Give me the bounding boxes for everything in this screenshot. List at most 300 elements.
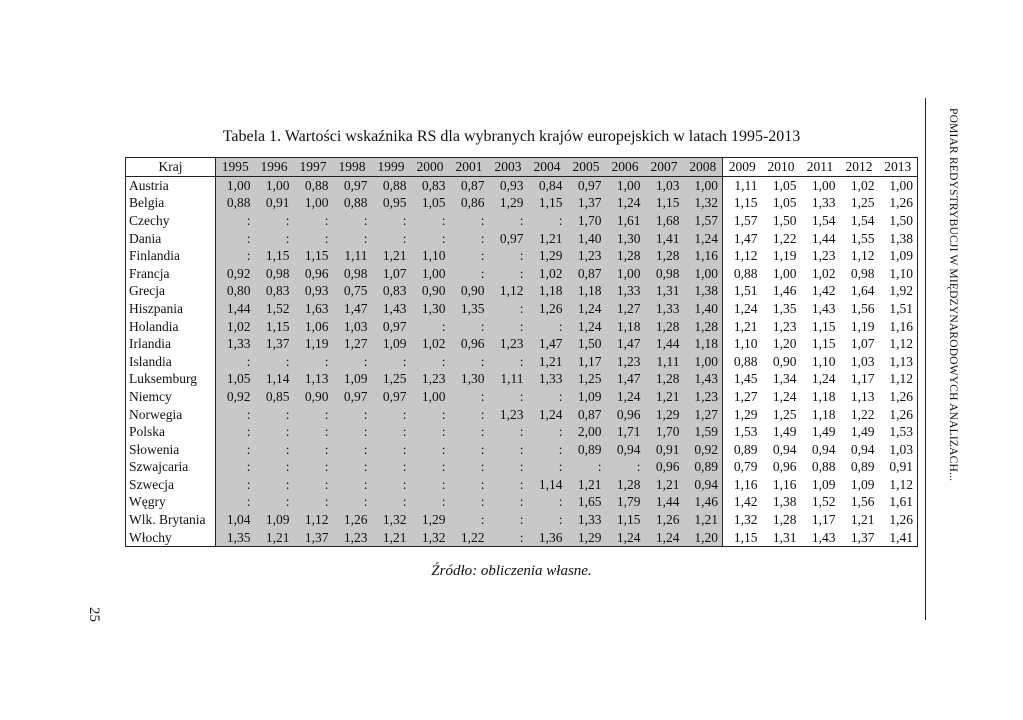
value-cell: 1,24 (567, 300, 606, 318)
value-cell: 0,91 (645, 441, 684, 459)
value-cell: : (255, 423, 294, 441)
value-cell: 1,16 (733, 476, 758, 492)
value-cell: 0,95 (372, 195, 411, 213)
value-cell: 1,35 (216, 529, 255, 547)
value-cell: 1,00 (772, 265, 797, 281)
value-cell: 1,24 (528, 406, 567, 424)
value-cell: 1,02 (811, 265, 836, 281)
value-cell: : (450, 265, 489, 283)
value-cell: : (216, 423, 255, 441)
value-cell: 1,28 (606, 247, 645, 265)
value-cell: 1,21 (255, 529, 294, 547)
value-cell: : (255, 459, 294, 477)
table-body (126, 177, 918, 547)
value-cell: 1,12 (489, 283, 528, 301)
value-cell: : (294, 494, 333, 512)
value-cell: : (411, 423, 450, 441)
value-cell: 1,31 (762, 529, 801, 547)
value-cell: 1,14 (255, 371, 294, 389)
value-cell: 0,88 (294, 177, 333, 195)
value-cell: : (450, 353, 489, 371)
value-cell: 1,51 (733, 283, 758, 299)
value-cell: 1,10 (879, 265, 918, 283)
value-cell: 1,23 (489, 406, 528, 424)
value-cell: 1,55 (850, 230, 875, 246)
value-cell: : (450, 212, 489, 230)
value-cell: 1,09 (372, 335, 411, 353)
value-cell: 1,10 (811, 353, 836, 369)
value-cell: : (411, 353, 450, 371)
value-cell: 0,96 (606, 406, 645, 424)
value-cell: 0,89 (850, 459, 875, 475)
value-cell: 1,33 (645, 300, 684, 318)
value-cell: 1,30 (411, 300, 450, 318)
value-cell: : (450, 423, 489, 441)
value-cell: 1,16 (772, 476, 797, 492)
header-year-2008: 2008 (684, 158, 723, 177)
country-cell: Islandia (126, 353, 216, 371)
value-cell: 1,10 (733, 336, 758, 352)
value-cell: 1,03 (850, 353, 875, 369)
value-cell: 0,93 (294, 283, 333, 301)
value-cell: 1,40 (567, 230, 606, 248)
value-cell: 1,43 (372, 300, 411, 318)
value-cell: 1,32 (411, 529, 450, 547)
value-cell: 1,40 (684, 300, 723, 318)
value-cell: 1,33 (606, 283, 645, 301)
value-cell: 1,33 (567, 511, 606, 529)
value-cell: 0,83 (411, 177, 450, 195)
value-cell: 1,24 (606, 388, 645, 406)
table-row (126, 247, 918, 265)
value-cell: 1,12 (733, 248, 758, 264)
value-cell: 1,05 (216, 371, 255, 389)
value-cell: : (411, 406, 450, 424)
value-cell: 0,88 (216, 195, 255, 213)
value-cell: 1,43 (684, 371, 723, 389)
value-cell: 1,54 (850, 212, 875, 228)
value-cell: 0,94 (772, 441, 797, 457)
value-cell: : (450, 476, 489, 494)
header-year-2003: 2003 (489, 158, 528, 177)
value-cell: 1,09 (811, 476, 836, 492)
value-cell: : (489, 459, 528, 477)
value-cell: : (255, 212, 294, 230)
value-cell: 1,11 (489, 371, 528, 389)
value-cell: 1,03 (879, 441, 918, 459)
value-cell: 0,97 (567, 177, 606, 195)
value-cell: 0,98 (645, 265, 684, 283)
value-cell: 1,44 (216, 300, 255, 318)
value-cell: 1,04 (216, 511, 255, 529)
value-cell: 0,96 (294, 265, 333, 283)
value-cell: : (489, 247, 528, 265)
value-cell: 0,96 (645, 459, 684, 477)
value-cell: 1,13 (879, 353, 918, 371)
value-cell: 1,35 (772, 300, 797, 316)
value-cell: 1,21 (528, 230, 567, 248)
value-cell: : (489, 423, 528, 441)
value-cell: 1,38 (684, 283, 723, 301)
value-cell: : (489, 300, 528, 318)
value-cell: : (255, 494, 294, 512)
value-cell: 1,44 (645, 335, 684, 353)
value-cell: 1,21 (372, 529, 411, 547)
value-cell: 1,47 (333, 300, 372, 318)
value-cell: 1,00 (294, 195, 333, 213)
value-cell: : (216, 230, 255, 248)
value-cell: 1,37 (294, 529, 333, 547)
value-cell: 1,21 (567, 476, 606, 494)
header-year-2013: 2013 (879, 158, 918, 177)
value-cell: 1,25 (567, 371, 606, 389)
table-row (126, 441, 918, 459)
value-cell: 1,61 (879, 494, 918, 512)
value-cell: 2,00 (567, 423, 606, 441)
value-cell: : (489, 511, 528, 529)
country-cell: Dania (126, 230, 216, 248)
value-cell: 1,26 (879, 388, 918, 406)
value-cell: : (489, 265, 528, 283)
value-cell: 1,02 (850, 177, 875, 193)
value-cell: 1,33 (216, 335, 255, 353)
value-cell: 1,59 (684, 423, 723, 441)
value-cell: 1,18 (528, 283, 567, 301)
value-cell: : (372, 441, 411, 459)
value-cell: 1,12 (850, 248, 875, 264)
value-cell: : (372, 423, 411, 441)
value-cell: 1,06 (294, 318, 333, 336)
value-cell: 1,52 (811, 494, 836, 510)
value-cell: 1,50 (772, 212, 797, 228)
value-cell: 1,09 (333, 371, 372, 389)
value-cell: : (333, 441, 372, 459)
value-cell: 1,23 (567, 247, 606, 265)
value-cell: 1,02 (528, 265, 567, 283)
value-cell: 1,28 (645, 318, 684, 336)
value-cell: 1,21 (528, 353, 567, 371)
country-cell: Norwegia (126, 406, 216, 424)
value-cell: 1,03 (333, 318, 372, 336)
value-cell: 1,12 (879, 371, 918, 389)
value-cell: 1,50 (567, 335, 606, 353)
value-cell: 1,24 (772, 388, 797, 404)
country-cell: Hiszpania (126, 300, 216, 318)
value-cell: 0,75 (333, 283, 372, 301)
country-cell: Niemcy (126, 388, 216, 406)
header-year-2004: 2004 (528, 158, 567, 177)
value-cell: : (216, 476, 255, 494)
value-cell: 1,23 (489, 335, 528, 353)
value-cell: : (372, 406, 411, 424)
value-cell: 0,89 (567, 441, 606, 459)
value-cell: 1,56 (850, 300, 875, 316)
value-cell: 0,91 (879, 459, 918, 477)
value-cell: 1,42 (811, 283, 836, 299)
value-cell: 1,38 (879, 230, 918, 248)
value-cell: : (333, 406, 372, 424)
header-year-2001: 2001 (450, 158, 489, 177)
value-cell: 1,51 (879, 300, 918, 318)
value-cell: 1,21 (733, 318, 758, 334)
value-cell: 0,83 (372, 283, 411, 301)
value-cell: : (606, 459, 645, 477)
value-cell: : (450, 247, 489, 265)
value-cell: 1,30 (606, 230, 645, 248)
value-cell: : (450, 511, 489, 529)
value-cell: 1,49 (850, 424, 875, 440)
country-cell: Grecja (126, 283, 216, 301)
value-cell: 1,46 (684, 494, 723, 512)
value-cell: 1,18 (811, 388, 836, 404)
value-cell: 1,23 (333, 529, 372, 547)
value-cell: 1,00 (811, 177, 836, 193)
value-cell: 1,23 (811, 248, 836, 264)
value-cell: 1,53 (879, 423, 918, 441)
value-cell: 1,27 (606, 300, 645, 318)
value-cell: 1,13 (294, 371, 333, 389)
value-cell: 1,44 (645, 494, 684, 512)
table-row (126, 529, 918, 547)
value-cell: 0,91 (255, 195, 294, 213)
value-cell: 1,25 (772, 406, 797, 422)
value-cell: : (372, 459, 411, 477)
value-cell: 1,33 (811, 195, 836, 211)
table-row (126, 371, 918, 389)
value-cell: : (528, 511, 567, 529)
value-cell: 1,21 (850, 512, 875, 528)
value-cell: 1,09 (255, 511, 294, 529)
value-cell: : (450, 406, 489, 424)
value-cell: 1,46 (772, 283, 797, 299)
value-cell: 0,92 (216, 388, 255, 406)
value-cell: 0,96 (772, 459, 797, 475)
value-cell: 1,15 (811, 318, 836, 334)
value-cell: : (489, 318, 528, 336)
value-cell: : (489, 388, 528, 406)
value-cell: 1,28 (645, 247, 684, 265)
value-cell: 0,88 (733, 265, 758, 281)
value-cell: : (450, 230, 489, 248)
value-cell: 1,26 (879, 511, 918, 529)
table-row (126, 265, 918, 283)
value-cell: : (372, 230, 411, 248)
table-row (126, 195, 918, 213)
table-row (126, 388, 918, 406)
value-cell: 1,28 (684, 318, 723, 336)
value-cell: : (372, 212, 411, 230)
country-cell: Finlandia (126, 247, 216, 265)
value-cell: 1,47 (606, 335, 645, 353)
value-cell: 1,27 (733, 388, 758, 404)
value-cell: : (528, 494, 567, 512)
value-cell: : (411, 318, 450, 336)
value-cell: 1,12 (294, 511, 333, 529)
value-cell: 1,34 (772, 371, 797, 387)
header-year-1997: 1997 (294, 158, 333, 177)
value-cell: 0,86 (450, 195, 489, 213)
value-cell: : (450, 494, 489, 512)
value-cell: 1,28 (606, 476, 645, 494)
value-cell: 1,33 (528, 371, 567, 389)
value-cell: : (489, 353, 528, 371)
value-cell: 1,49 (811, 424, 836, 440)
value-cell: 1,79 (606, 494, 645, 512)
side-rule (925, 98, 926, 620)
value-cell: 1,26 (879, 406, 918, 424)
country-cell: Polska (126, 423, 216, 441)
header-year-2005: 2005 (567, 158, 606, 177)
table-header-row (126, 158, 918, 177)
value-cell: 1,31 (645, 283, 684, 301)
header-year-2000: 2000 (411, 158, 450, 177)
country-cell: Belgia (126, 195, 216, 213)
value-cell: 0,97 (333, 388, 372, 406)
value-cell: 1,30 (450, 371, 489, 389)
value-cell: 1,07 (850, 336, 875, 352)
value-cell: : (333, 494, 372, 512)
value-cell: : (255, 353, 294, 371)
value-cell: 1,43 (801, 529, 840, 547)
value-cell: 0,87 (567, 265, 606, 283)
value-cell: 1,09 (850, 476, 875, 492)
value-cell: 0,88 (733, 353, 758, 369)
value-cell: 1,15 (255, 247, 294, 265)
value-cell: 0,94 (606, 441, 645, 459)
value-cell: : (489, 494, 528, 512)
value-cell: 1,17 (811, 512, 836, 528)
value-cell: : (255, 441, 294, 459)
value-cell: 1,21 (372, 247, 411, 265)
value-cell: 0,92 (216, 265, 255, 283)
value-cell: : (294, 476, 333, 494)
value-cell: 1,54 (811, 212, 836, 228)
value-cell: 1,15 (645, 195, 684, 213)
value-cell: 0,97 (372, 318, 411, 336)
value-cell: 0,97 (489, 230, 528, 248)
table-row (126, 476, 918, 494)
value-cell: : (333, 423, 372, 441)
value-cell: : (528, 423, 567, 441)
value-cell: : (450, 388, 489, 406)
country-cell: Szwajcaria (126, 459, 216, 477)
value-cell: : (255, 406, 294, 424)
value-cell: : (294, 230, 333, 248)
value-cell: 1,16 (879, 318, 918, 336)
value-cell: 1,35 (450, 300, 489, 318)
value-cell: : (372, 353, 411, 371)
value-cell: 1,70 (645, 423, 684, 441)
value-cell: : (450, 459, 489, 477)
header-year-1998: 1998 (333, 158, 372, 177)
value-cell: 1,26 (879, 195, 918, 213)
value-cell: 1,11 (734, 177, 758, 193)
value-cell: 1,53 (733, 424, 758, 440)
table-row (126, 283, 918, 301)
value-cell: : (372, 476, 411, 494)
value-cell: 1,22 (772, 230, 797, 246)
value-cell: 0,80 (216, 283, 255, 301)
value-cell: 1,19 (294, 335, 333, 353)
value-cell: 1,28 (645, 371, 684, 389)
value-cell: : (333, 230, 372, 248)
table-row (126, 511, 918, 529)
value-cell: 0,93 (489, 177, 528, 195)
value-cell: : (216, 494, 255, 512)
value-cell: 1,64 (850, 283, 875, 299)
value-cell: 1,11 (333, 247, 372, 265)
value-cell: 1,24 (606, 195, 645, 213)
value-cell: 0,87 (567, 406, 606, 424)
value-cell: 1,37 (567, 195, 606, 213)
value-cell: 1,15 (723, 529, 762, 547)
value-cell: : (294, 423, 333, 441)
value-cell: 1,23 (772, 318, 797, 334)
header-year-2012: 2012 (840, 158, 879, 177)
value-cell: : (489, 441, 528, 459)
value-cell: 1,03 (645, 177, 684, 195)
value-cell: 1,29 (489, 195, 528, 213)
value-cell: 0,89 (733, 441, 758, 457)
value-cell: 1,23 (411, 371, 450, 389)
value-cell: : (528, 388, 567, 406)
value-cell: 0,98 (333, 265, 372, 283)
value-cell: 1,70 (567, 212, 606, 230)
value-cell: 1,00 (411, 388, 450, 406)
value-cell: 1,29 (528, 247, 567, 265)
value-cell: 1,00 (684, 177, 723, 195)
value-cell: : (411, 441, 450, 459)
value-cell: 1,12 (879, 476, 918, 494)
value-cell: 0,94 (684, 476, 723, 494)
value-cell: 1,36 (528, 529, 567, 547)
header-year-1995: 1995 (216, 158, 255, 177)
value-cell: 1,22 (450, 529, 489, 547)
country-cell: Austria (126, 177, 216, 195)
value-cell: 1,28 (772, 512, 797, 528)
value-cell: 1,26 (333, 511, 372, 529)
value-cell: : (450, 441, 489, 459)
country-cell: Słowenia (126, 441, 216, 459)
value-cell: 1,20 (684, 529, 723, 547)
rs-index-table (125, 157, 918, 547)
value-cell: : (528, 212, 567, 230)
value-cell: : (489, 212, 528, 230)
value-cell: : (294, 441, 333, 459)
table-row (126, 212, 918, 230)
value-cell: 1,29 (567, 529, 606, 547)
value-cell: 0,85 (255, 388, 294, 406)
value-cell: 1,44 (811, 230, 836, 246)
value-cell: : (255, 476, 294, 494)
country-cell: Francja (126, 265, 216, 283)
value-cell: 1,19 (850, 318, 875, 334)
value-cell: 1,37 (255, 335, 294, 353)
table-row (126, 423, 918, 441)
value-cell: 1,19 (772, 248, 797, 264)
value-cell: 0,88 (372, 177, 411, 195)
value-cell: 0,98 (850, 265, 875, 281)
value-cell: 1,61 (606, 212, 645, 230)
value-cell: 1,41 (645, 230, 684, 248)
value-cell: 1,65 (567, 494, 606, 512)
country-cell: Szwecja (126, 476, 216, 494)
value-cell: : (216, 459, 255, 477)
value-cell: 1,12 (879, 335, 918, 353)
value-cell: 1,57 (733, 212, 758, 228)
page-number: 25 (86, 607, 102, 622)
value-cell: 1,17 (567, 353, 606, 371)
